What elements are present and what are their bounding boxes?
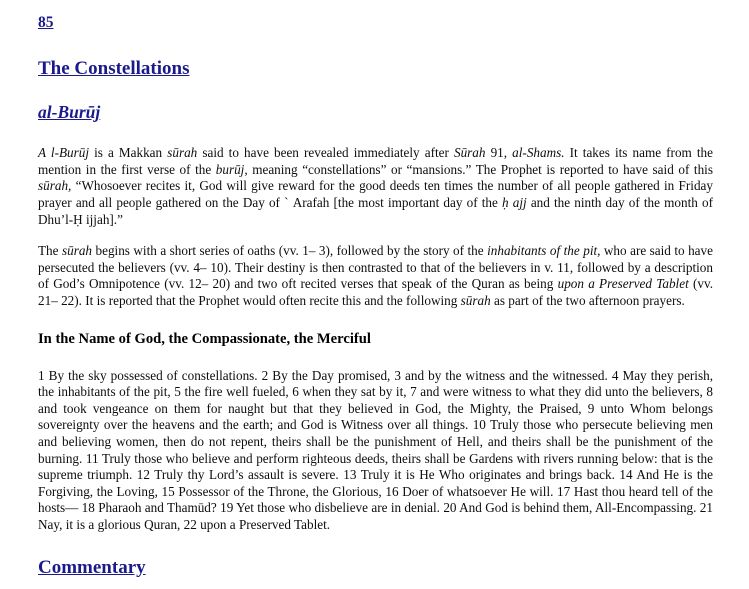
page-number: 85 [38,14,54,31]
italic-run: A l-Burūj [38,145,89,161]
text-run: It takes its name from the mention in the first verse of the [38,145,713,177]
surah-title-line [38,33,713,81]
italic-run: sūrah [460,292,491,308]
text-run: begins with a short series of oaths (vv. 1– 3), followed by the story of the [92,243,488,259]
surah-transliteration-line [38,80,713,124]
italic-run: al-Shams. [512,145,565,161]
text-run: 91, [485,145,513,161]
text-run: The [38,243,62,259]
text-run: and the ninth day of the month of Dhu’l-Ḥ ijjah].” [38,195,713,227]
italic-run: upon a Preserved Tablet [557,276,689,292]
page-number-line [38,10,713,33]
italic-run: sūrah [61,243,93,259]
bismillah-heading: In the Name of God, the Compassionate, the Merciful [38,330,371,347]
italic-run: inhabitants of the pit, [487,243,601,259]
surah-transliteration-title: al-Burūj [38,102,101,123]
italic-run: Sūrah [453,145,486,161]
italic-run: burūj, [215,161,248,177]
text-run: as part of the two afternoon prayers. [490,292,685,308]
text-run: is a Makkan [89,145,168,161]
text-run: (vv. 21– 22). It is reported that the Prophet would often recite this and the following [38,276,713,308]
italic-run: sūrah [167,145,198,161]
text-run: meaning “constellations” or “mansions.” The Prophet is reported to have said of this [247,161,713,177]
italic-run: sūrah, [38,178,72,194]
text-run: who are said to have persecuted the believers (vv. 4– 10). Their destiny is then contrasted to that of the believers in v. 11, followed by a description of God’s Omnipotence (vv. 12– 20) and two oft recited verses that speak of the Quran as being [38,243,713,292]
text-run: said to have been revealed immediately after [197,145,454,161]
surah-verses-text: 1 By the sky possessed of constellations. 2 By the Day promised, 3 and by the witness and the witnessed. 4 May they perish, the inhabitants of the pit, 5 the fire well fueled, 6 when they sat by it, 7 and were witness to what they did unto the believers, 8 and took vengeance on them for naught but that they believed in God, the Mighty, the Praised, 9 unto Whom belongs sovereignty over the heavens and the earth; and God is Witness over all things. 10 Truly those who persecute believing men and believing women, then do not repent, theirs shall be the punishment of Hell, and theirs shall be the punishment of the burning. 11 Truly those who believe and perform righteous deeds, theirs shall be Gardens with rivers running below: that is the supreme triumph. 12 Truly thy Lord’s assault is severe. 13 Truly it is He Who originates and brings back. 14 And He is the Forgiving, the Loving, 15 Possessor of the Throne, the Glorious, 16 Doer of whatsoever He will. 17 Hast thou heard tell of the hosts— 18 Pharaoh and Thamūd? 19 Yet those who disbelieve are in denial. 20 And God is behind them, All-Encompassing. 21 Nay, it is a glorious Quran, 22 upon a Preserved Tablet. [38,367,713,532]
italic-run: ḥ ajj [502,195,527,210]
intro-paragraph-2 [38,243,713,309]
page-title: The Constellations [38,57,190,79]
text-run: “Whosoever recites it, God will give reward for the good deeds ten times the number of all people gathered in Friday prayer and all people gathered on the Day of ˋ Arafah [the most important day of the [38,178,713,210]
commentary-heading: Commentary [38,556,146,578]
commentary-heading-line [38,534,713,580]
intro-paragraph-1 [38,145,713,228]
